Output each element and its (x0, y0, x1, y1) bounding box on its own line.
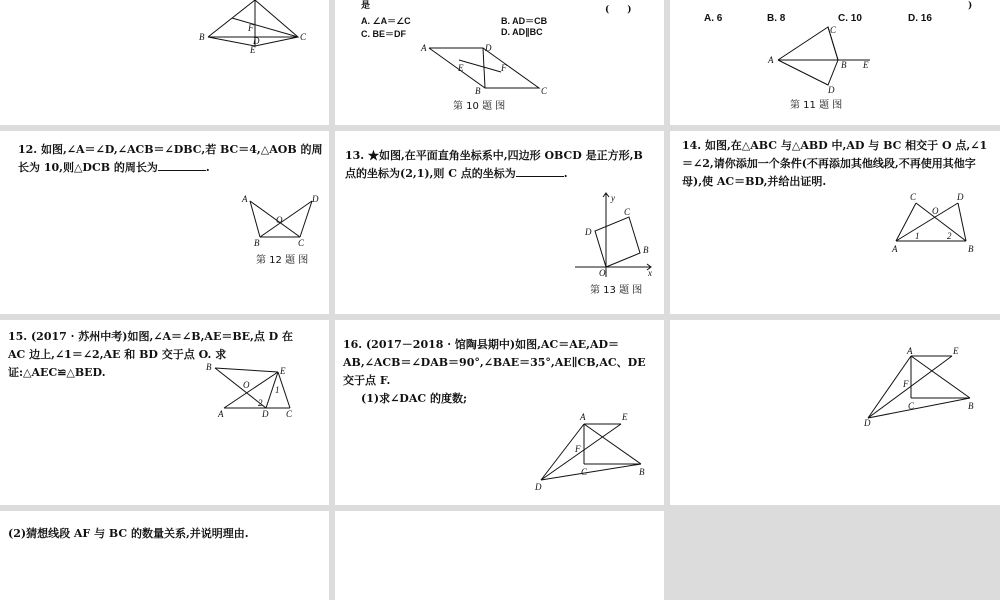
q11-label-a: A (768, 55, 774, 65)
q15-label-c: C (286, 409, 293, 419)
q14-label-c: C (910, 192, 917, 202)
q16-label-b: B (639, 467, 645, 477)
q16-label-d: D (535, 482, 542, 492)
q16b-figure (670, 320, 1000, 505)
panel-q9-figure (0, 0, 329, 125)
q14-figure (670, 131, 1000, 314)
q10-label-b: B (475, 86, 481, 96)
q15-figure (0, 320, 329, 505)
q13-label-y: y (611, 193, 615, 203)
q11-option-a: A. 6 (704, 13, 723, 24)
q10-stem-end: 是 (361, 1, 371, 11)
q16b-label-e: E (953, 346, 959, 356)
q9-label-d: D (253, 36, 260, 46)
q15-label-1: 1 (275, 385, 280, 395)
q12-label-o: O (276, 215, 283, 225)
panel-q16-figure-repeat (670, 320, 1000, 505)
q15-text: 15. (2017 · 苏州中考)如图,∠A＝∠B,AE＝BE,点 D 在 AC 边上,∠1＝∠2,AE 和 BD 交于点 O. 求证:△AEC≌△BED. (8, 330, 294, 379)
q16-sub1: (1)求∠DAC 的度数; (361, 392, 467, 405)
panel-blank (335, 511, 664, 600)
panel-q14 (670, 131, 1000, 314)
q9-figure (0, 0, 329, 125)
q16-figure (335, 320, 664, 505)
q10-label-a: A (421, 43, 427, 53)
q13-text: 13. ★如图,在平面直角坐标系中,四边形 OBCD 是正方形,B 点的坐标为(2,1),则 C 点的坐标为 . (345, 149, 643, 180)
q11-label-e: E (863, 60, 869, 70)
panel-q12 (0, 131, 329, 314)
q13-label-x: x (648, 268, 652, 278)
q11-caption: 第 11 题 图 (790, 100, 843, 111)
q13-caption: 第 13 题 图 (590, 285, 643, 296)
q10-label-c: C (541, 86, 548, 96)
q16b-label-d: D (864, 418, 871, 428)
q13-label-b: B (643, 245, 649, 255)
q15-label-b: B (206, 362, 212, 372)
q9-label-f: F (248, 23, 254, 33)
q10-option-c: C. BE＝DF (361, 29, 407, 39)
panel-q15 (0, 320, 329, 505)
q12-label-c: C (298, 238, 305, 248)
q16b-label-c: C (908, 401, 915, 411)
q15-label-o: O (243, 380, 250, 390)
q11-label-d: D (828, 85, 835, 95)
q12-figure (0, 131, 329, 314)
q13-label-o: O (599, 268, 606, 278)
q15-label-e: E (280, 366, 286, 376)
q16b-label-f: F (903, 379, 909, 389)
q12-label-d: D (312, 194, 319, 204)
q16-sub2: (2)猜想线段 AF 与 BC 的数量关系,并说明理由. (8, 527, 249, 540)
q11-option-d: D. 16 (908, 13, 932, 24)
panel-q16-part2 (0, 511, 329, 600)
q10-option-d: D. AD∥BC (501, 27, 543, 37)
q14-label-b: B (968, 244, 974, 254)
q15-label-d: D (262, 409, 269, 419)
q16-text: 16. (2017－2018 · 馆陶县期中)如图,AC＝AE,AD＝AB,∠ACB＝∠DAB＝90°,∠BAE＝35°,AE∥CB,AC、DE 交于点 F. (343, 338, 646, 387)
q11-option-c: C. 10 (838, 13, 862, 24)
q11-label-c: C (830, 25, 837, 35)
q15-label-a: A (218, 409, 224, 419)
q10-label-d: D (485, 43, 492, 53)
q9-label-e: E (250, 45, 256, 55)
q14-label-2: 2 (947, 231, 952, 241)
q10-paren: ( ) (605, 5, 632, 15)
q16-label-a: A (580, 412, 586, 422)
q11-label-b: B (841, 60, 847, 70)
q12-label-a: A (242, 194, 248, 204)
q11-option-b: B. 8 (767, 13, 786, 24)
q14-label-d: D (957, 192, 964, 202)
q14-label-o: O (932, 206, 939, 216)
q11-paren: ) (968, 1, 973, 11)
panel-q13 (335, 131, 664, 314)
q14-label-a: A (892, 244, 898, 254)
q13-label-c: C (624, 207, 631, 217)
q16b-label-a: A (907, 346, 913, 356)
q9-label-b: B (199, 32, 205, 42)
q16b-label-b: B (968, 401, 974, 411)
q10-caption: 第 10 题 图 (453, 101, 506, 112)
q10-option-a: A. ∠A＝∠C (361, 16, 411, 26)
q10-label-f: F (501, 63, 507, 73)
q10-label-e: E (458, 63, 464, 73)
q16-label-c: C (581, 467, 588, 477)
q16-label-f: F (575, 444, 581, 454)
q13-label-d: D (585, 227, 592, 237)
q16-label-e: E (622, 412, 628, 422)
q12-caption: 第 12 题 图 (256, 255, 309, 266)
q12-text: 12. 如图,∠A＝∠D,∠ACB＝∠DBC,若 BC＝4,△AOB 的周长为 10,则△DCB 的周长为 . (18, 143, 323, 174)
q10-option-b: B. AD＝CB (501, 16, 548, 26)
panel-q10 (335, 0, 664, 125)
q14-text: 14. 如图,在△ABC 与△ABD 中,AD 与 BC 相交于 O 点,∠1＝∠2,请你添加一个条件(不再添加其他线段,不再使用其他字母),使 AC＝BD,并给出证明. (682, 139, 988, 188)
q15-label-2: 2 (258, 398, 263, 408)
panel-q11 (670, 0, 1000, 125)
panel-q16 (335, 320, 664, 505)
q9-label-c: C (300, 32, 307, 42)
q12-label-b: B (254, 238, 260, 248)
q14-label-1: 1 (915, 231, 920, 241)
